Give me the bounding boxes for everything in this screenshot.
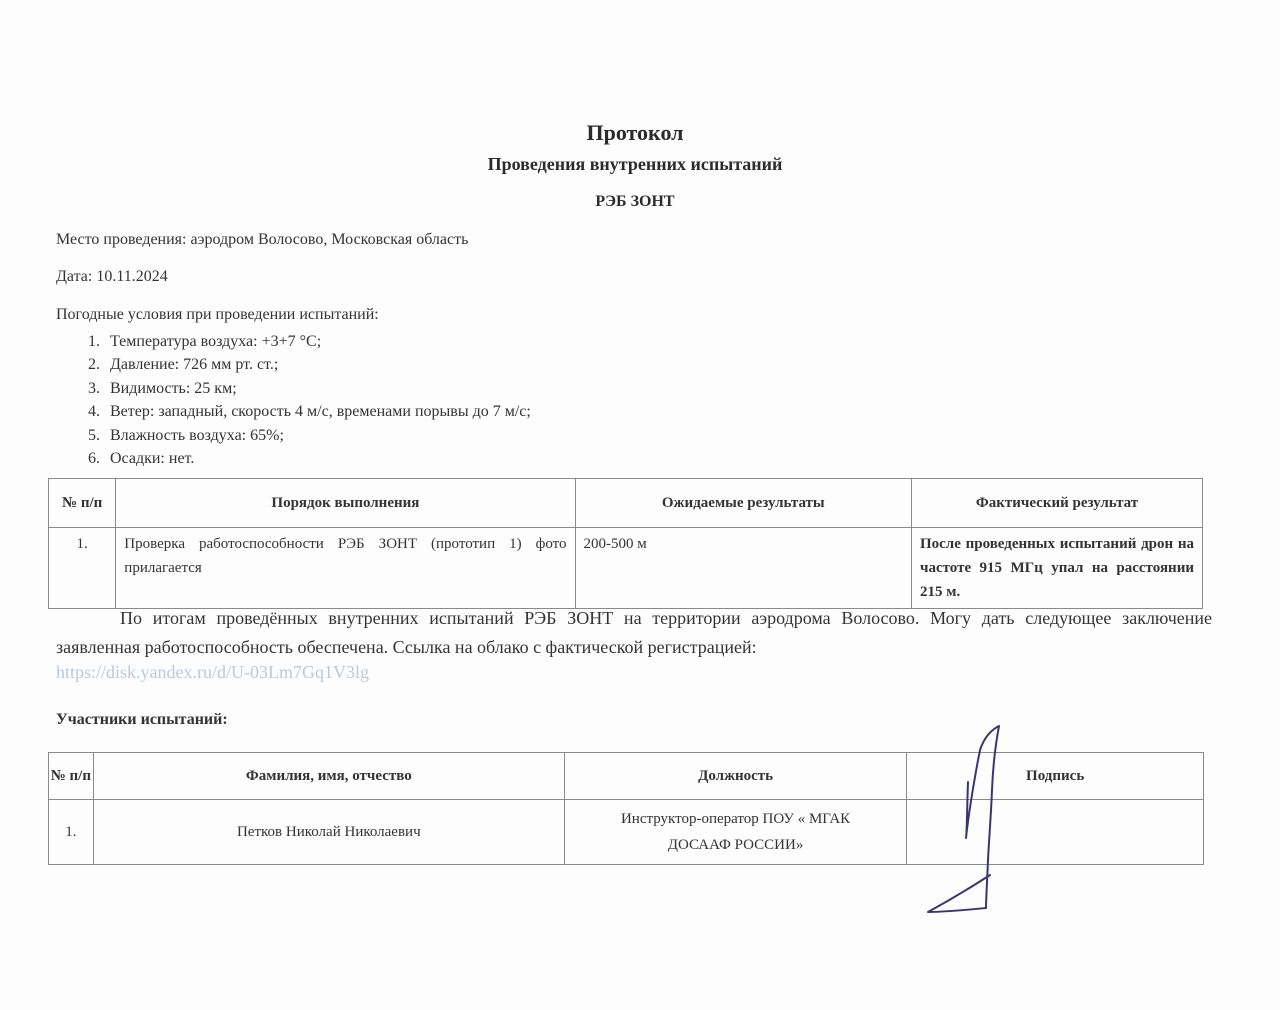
header-position: Должность — [564, 753, 906, 800]
position-line-2: ДОСААФ РОССИИ» — [667, 837, 804, 853]
header-num: № п/п — [49, 753, 94, 800]
weather-list — [88, 330, 531, 470]
weather-item — [88, 330, 531, 353]
weather-item-num: 4. — [88, 403, 100, 421]
table-row — [49, 528, 1203, 609]
position-line-1: Инструктор-оператор ПОУ « МГАК — [620, 811, 851, 827]
test-place: Место проведения: аэродром Волосово, Московская область — [56, 231, 469, 248]
participants-heading: Участники испытаний: — [56, 711, 228, 728]
table-row — [49, 800, 1204, 865]
header-name: Фамилия, имя, отчество — [93, 753, 564, 800]
weather-item-text: Осадки: нет. — [110, 449, 195, 467]
weather-item-text: Влажность воздуха: 65%; — [110, 426, 284, 444]
weather-item — [88, 400, 531, 423]
document-subtitle: Проведения внутренних испытаний — [487, 154, 783, 174]
header-actual: Фактический результат — [911, 479, 1202, 528]
weather-item — [88, 377, 531, 400]
participants-table — [48, 752, 1204, 865]
cloud-link[interactable]: https://disk.yandex.ru/d/U-03Lm7Gq1V3lg — [56, 662, 369, 682]
document-title: Протокол — [586, 120, 684, 145]
weather-item — [88, 447, 531, 470]
row-actual: После проведенных испытаний дрон на частоте 915 МГц упал на расстоянии 215 м. — [911, 528, 1202, 609]
test-results-table — [48, 478, 1203, 609]
weather-item-text: Температура воздуха: +3+7 °С; — [110, 333, 322, 350]
weather-item — [88, 353, 531, 376]
participant-name: Петков Николай Николаевич — [93, 800, 564, 865]
weather-item-num: 1. — [88, 333, 100, 350]
header-signature: Подпись — [907, 753, 1204, 800]
weather-heading: Погодные условия при проведении испытаний: — [56, 306, 379, 323]
weather-item — [88, 424, 531, 447]
row-order: Проверка работоспособности РЭБ ЗОНТ (прототип 1) фото прилагается — [116, 528, 575, 609]
handwritten-signature — [920, 720, 1010, 920]
participant-num: 1. — [49, 800, 94, 865]
device-name: РЭБ ЗОНТ — [595, 193, 675, 210]
conclusion-paragraph: По итогам проведённых внутренних испытаний РЭБ ЗОНТ на территории аэродрома Волосово. Могу дать следующее заключение заявленная работоспособность обеспечена. Ссылка на облако с фактической регистрацией: — [56, 608, 1212, 657]
row-expected: 200-500 м — [575, 528, 911, 609]
weather-item-text: Видимость: 25 км; — [110, 379, 237, 397]
header-num: № п/п — [49, 479, 116, 528]
row-num: 1. — [49, 528, 116, 609]
weather-item-num: 5. — [88, 426, 100, 444]
participant-position — [564, 800, 906, 865]
weather-item-text: Ветер: западный, скорость 4 м/с, временами порывы до 7 м/с; — [110, 403, 531, 421]
test-date: Дата: 10.11.2024 — [56, 268, 168, 285]
weather-item-text: Давление: 726 мм рт. ст.; — [110, 356, 279, 374]
weather-item-num: 3. — [88, 379, 100, 397]
weather-item-num: 2. — [88, 356, 100, 374]
header-expected: Ожидаемые результаты — [575, 479, 911, 528]
weather-item-num: 6. — [88, 449, 100, 467]
header-order: Порядок выполнения — [116, 479, 575, 528]
table-header-row — [49, 753, 1204, 800]
table-header-row — [49, 479, 1203, 528]
